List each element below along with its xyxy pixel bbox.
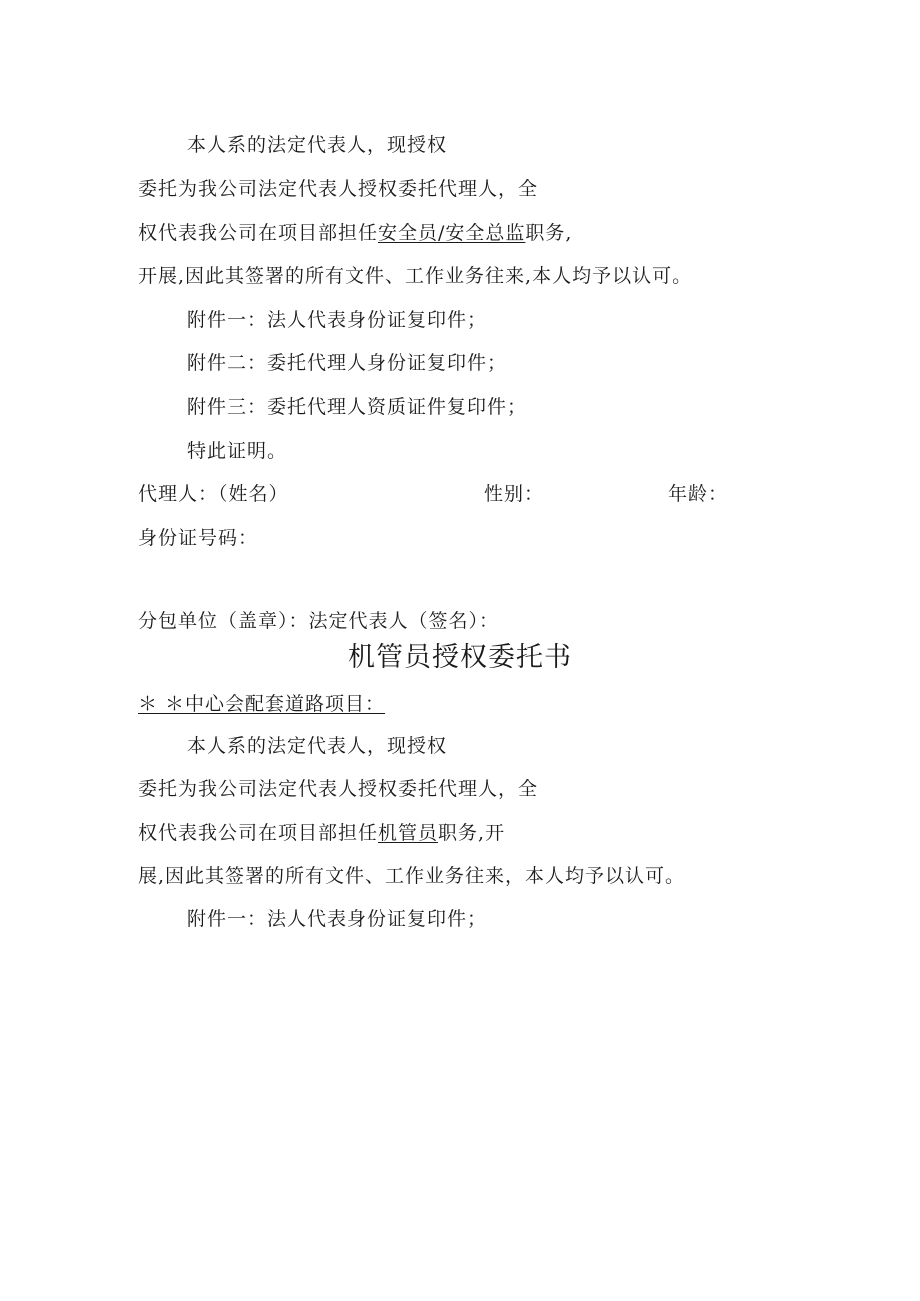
authorization-line-4: 开展,因此其签署的所有文件、工作业务往来,本人均予以认可。 bbox=[138, 265, 693, 287]
line-3-prefix: 权代表我公司在项目部担任 bbox=[138, 222, 379, 244]
attachment-3: 附件三：委托代理人资质证件复印件； bbox=[187, 396, 528, 418]
authorization-line-2: 委托为我公司法定代表人授权委托代理人，全 bbox=[138, 178, 539, 200]
authorization-line-3 bbox=[138, 221, 572, 245]
role-safety-officer: 安全员/安全总监 bbox=[378, 222, 526, 244]
signature-line: 分包单位（盖章）：法定代表人（签名）： bbox=[138, 610, 500, 632]
attachment-1: 附件一：法人代表身份证复印件； bbox=[187, 309, 488, 331]
authorization-line-2b: 委托为我公司法定代表人授权委托代理人，全 bbox=[138, 778, 539, 800]
attachment-1b: 附件一：法人代表身份证复印件； bbox=[187, 908, 488, 930]
line-3b-prefix: 权代表我公司在项目部担任 bbox=[138, 822, 379, 844]
agent-name-label: 代理人：（姓名） bbox=[138, 483, 289, 505]
line-3-suffix: 职务, bbox=[525, 222, 573, 244]
authorization-line-4b: 展,因此其签署的所有文件、工作业务往来，本人均予以认可。 bbox=[138, 865, 686, 887]
project-name: ＊ ＊中心会配套道路项目： bbox=[138, 693, 386, 715]
certify-statement: 特此证明。 bbox=[187, 440, 288, 462]
gender-label: 性别： bbox=[484, 483, 545, 505]
age-label: 年龄： bbox=[668, 483, 729, 505]
authorization-line-3b bbox=[138, 821, 505, 845]
document-title: 机管员授权委托书 bbox=[348, 642, 572, 673]
authorization-intro: 本人系的法定代表人，现授权 bbox=[187, 134, 448, 156]
authorization-intro-2: 本人系的法定代表人，现授权 bbox=[187, 735, 448, 757]
role-machine-manager: 机管员 bbox=[378, 822, 439, 844]
id-number-label: 身份证号码： bbox=[138, 527, 259, 549]
attachment-2: 附件二：委托代理人身份证复印件； bbox=[187, 352, 508, 374]
line-3b-suffix: 职务,开 bbox=[438, 822, 506, 844]
